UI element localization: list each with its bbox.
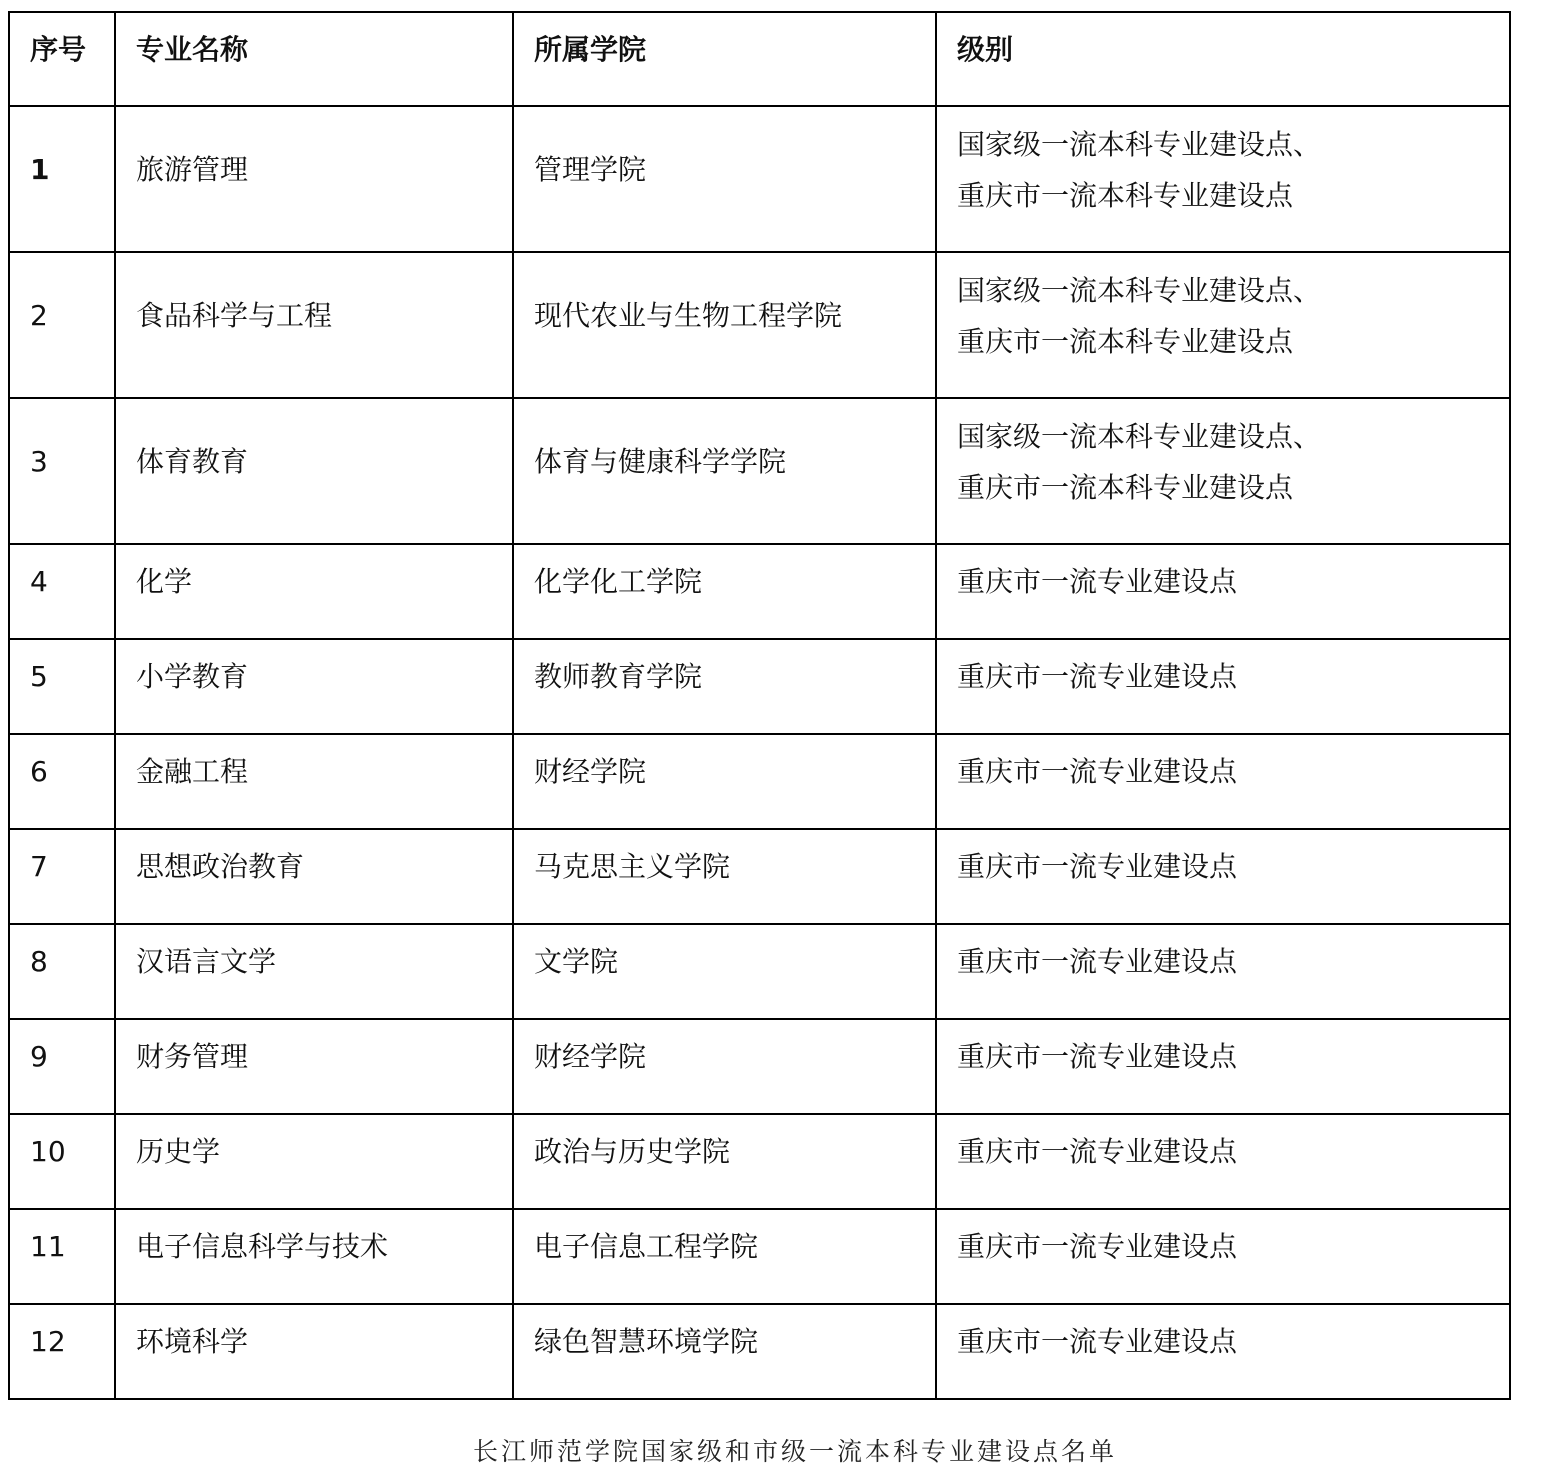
level-cell: [936, 924, 1510, 1019]
table-row: [9, 544, 1510, 639]
level-cell: [936, 734, 1510, 829]
level-line: 国家级一流本科专业建设点、: [957, 128, 1322, 161]
level-line: 国家级一流本科专业建设点、: [957, 420, 1322, 453]
level-line: 重庆市一流本科专业建设点: [957, 471, 1294, 504]
college-name: 管理学院: [513, 106, 936, 252]
major-name: 体育教育: [115, 398, 513, 544]
level-cell: [936, 829, 1510, 924]
level-cell: [936, 1304, 1510, 1399]
row-number: 11: [9, 1209, 115, 1304]
level-line: 重庆市一流专业建设点: [957, 1325, 1238, 1358]
level-line: 重庆市一流本科专业建设点: [957, 179, 1294, 212]
major-name: 旅游管理: [115, 106, 513, 252]
level-line: 重庆市一流专业建设点: [957, 660, 1238, 693]
major-name: 汉语言文学: [115, 924, 513, 1019]
college-name: 财经学院: [513, 1019, 936, 1114]
table-row: [9, 252, 1510, 398]
table-row: [9, 734, 1510, 829]
level-line: 重庆市一流专业建设点: [957, 565, 1238, 598]
level-cell: [936, 252, 1510, 398]
table-row: [9, 924, 1510, 1019]
row-number: 9: [9, 1019, 115, 1114]
level-cell: [936, 106, 1510, 252]
level-line: 重庆市一流专业建设点: [957, 1135, 1238, 1168]
row-number: 12: [9, 1304, 115, 1399]
major-name: 财务管理: [115, 1019, 513, 1114]
college-name: 教师教育学院: [513, 639, 936, 734]
college-name: 政治与历史学院: [513, 1114, 936, 1209]
table-header-row: [9, 12, 1510, 106]
level-line: 国家级一流本科专业建设点、: [957, 274, 1322, 307]
level-cell: [936, 544, 1510, 639]
table-row: [9, 1114, 1510, 1209]
major-name: 小学教育: [115, 639, 513, 734]
college-name: 文学院: [513, 924, 936, 1019]
level-cell: [936, 1209, 1510, 1304]
major-name: 食品科学与工程: [115, 252, 513, 398]
row-number: 10: [9, 1114, 115, 1209]
table-row: [9, 1209, 1510, 1304]
row-number: 1: [9, 106, 115, 252]
level-line: 重庆市一流专业建设点: [957, 850, 1238, 883]
table-row: [9, 106, 1510, 252]
table-row: [9, 398, 1510, 544]
row-number: 7: [9, 829, 115, 924]
level-line: 重庆市一流专业建设点: [957, 1040, 1238, 1073]
table-row: [9, 829, 1510, 924]
row-number: 8: [9, 924, 115, 1019]
row-number: 6: [9, 734, 115, 829]
major-name: 金融工程: [115, 734, 513, 829]
header-level: 级别: [936, 12, 1510, 106]
header-major: 专业名称: [115, 12, 513, 106]
major-name: 电子信息科学与技术: [115, 1209, 513, 1304]
row-number: 3: [9, 398, 115, 544]
college-name: 化学化工学院: [513, 544, 936, 639]
header-no: 序号: [9, 12, 115, 106]
college-name: 绿色智慧环境学院: [513, 1304, 936, 1399]
major-name: 化学: [115, 544, 513, 639]
college-name: 财经学院: [513, 734, 936, 829]
level-line: 重庆市一流专业建设点: [957, 945, 1238, 978]
table-row: [9, 1304, 1510, 1399]
majors-table: [8, 11, 1511, 1400]
level-cell: [936, 1114, 1510, 1209]
level-line: 重庆市一流本科专业建设点: [957, 325, 1294, 358]
college-name: 体育与健康科学学院: [513, 398, 936, 544]
row-number: 4: [9, 544, 115, 639]
major-name: 环境科学: [115, 1304, 513, 1399]
college-name: 马克思主义学院: [513, 829, 936, 924]
table-row: [9, 639, 1510, 734]
row-number: 2: [9, 252, 115, 398]
college-name: 现代农业与生物工程学院: [513, 252, 936, 398]
row-number: 5: [9, 639, 115, 734]
table-caption: 长江师范学院国家级和市级一流本科专业建设点名单: [472, 1437, 1117, 1466]
level-cell: [936, 639, 1510, 734]
header-college: 所属学院: [513, 12, 936, 106]
major-name: 历史学: [115, 1114, 513, 1209]
level-line: 重庆市一流专业建设点: [957, 755, 1238, 788]
level-cell: [936, 398, 1510, 544]
college-name: 电子信息工程学院: [513, 1209, 936, 1304]
table-row: [9, 1019, 1510, 1114]
level-cell: [936, 1019, 1510, 1114]
major-name: 思想政治教育: [115, 829, 513, 924]
level-line: 重庆市一流专业建设点: [957, 1230, 1238, 1263]
